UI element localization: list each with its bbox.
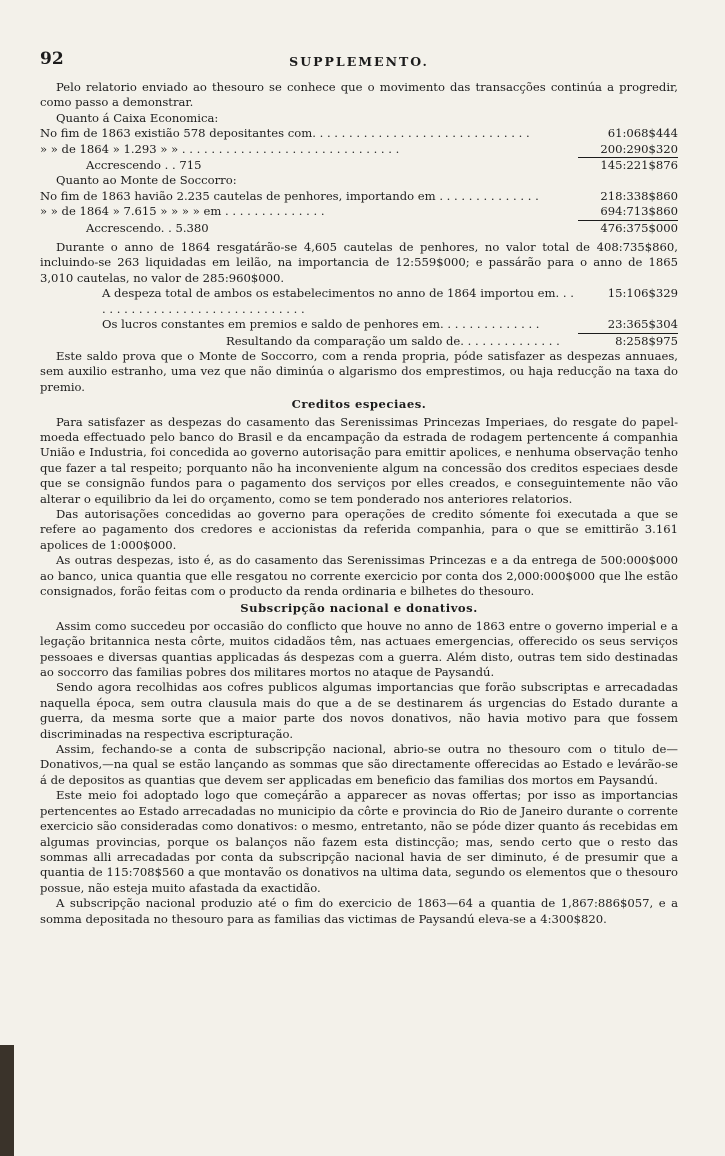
caixa-row-total-value: 145:221$876 xyxy=(578,157,678,173)
monte-row-total xyxy=(40,220,678,236)
page-header xyxy=(40,49,678,76)
caixa-row-1863-text: No fim de 1863 existião 578 depositantes com. . . . . . . . . . . . . . . . . . . . . . . . . . . . . . xyxy=(40,126,530,141)
creditos-paragraph-2: Das autorisações concedidas ao governo para operações de credito sómente foi executada a que se refere ao pagamento dos credores e accionistas da referida companhia, para o que se emittirão 3.161 apolices de 1:000$000. xyxy=(40,506,678,552)
binding-shadow xyxy=(0,1045,14,1156)
resultando-text: Resultando da comparação um saldo de. . . . . . . . . . . . . . xyxy=(226,333,560,348)
monte-row-total-text: Accrescendo. . 5.380 xyxy=(86,220,209,235)
despeza-text: A despeza total de ambos os estabelecimentos no anno de 1864 importou em. . . . . . . . . . . . . . . . . . . . . . . . . . . . . . . xyxy=(102,286,574,316)
intro-paragraph: Pelo relatorio enviado ao thesouro se conhece que o movimento das transacções continúa a progredir, como passo a demonstrar. xyxy=(40,80,678,110)
despeza-value: 15:106$329 xyxy=(607,286,678,301)
monte-row-1863-value: 218:338$860 xyxy=(600,188,678,203)
caixa-row-total-text: Accrescendo . . 715 xyxy=(86,158,202,173)
monte-row-1864 xyxy=(40,204,678,219)
caixa-row-1863 xyxy=(40,126,678,141)
creditos-paragraph-1: Para satisfazer as despezas do casamento das Serenissimas Princezas Imperiaes, do resgate do papel-moeda effectuado pelo banco do Brasil e da encampação da estrada de rodagem pertencente á companhia União e Industria, foi concedida ao governo autorisação para emittir apolices, e nenhuma observação tenho que fazer a tal respeito; porquanto não ha inconveniente algum na concessão dos creditos especiaes desde que se consignão fundos para o pagamento dos serviços por elles creados, e conseguintemente não vão alterar o equilibrio da lei do orçamento, como se tem ponderado nos anteriores relatorios. xyxy=(40,414,678,506)
subscricao-heading: Subscripção nacional e donativos. xyxy=(240,601,478,616)
subscricao-paragraph-5: A subscripção nacional produzio até o fim do exercicio de 1863—64 a quantia de 1,867:886$057, e a somma depositada no thesouro para as familias das victimas de Paysandú eleva-se a 4:300$820. xyxy=(40,896,678,926)
resultando-row xyxy=(40,333,678,349)
document-page xyxy=(40,49,678,927)
monte-row-1864-text: » » de 1864 » 7.615 » » » » em . . . . . . . . . . . . . . xyxy=(40,204,325,219)
despeza-row xyxy=(40,286,678,317)
monte-heading: Quanto ao Monte de Soccorro: xyxy=(56,173,237,188)
monte-row-1863-text: No fim de 1863 havião 2.235 cautelas de penhores, importando em . . . . . . . . . . . . . . xyxy=(40,188,539,203)
durante-paragraph: Durante o anno de 1864 resgatárão-se 4,605 cautelas de penhores, no valor total de 408:735$860, incluindo-se 263 liquidadas em leilão, na importancia de 12:559$000; e passárão para o anno de 1865 3,010 cautelas, no valor de 285:960$000. xyxy=(40,240,678,285)
caixa-row-1864 xyxy=(40,142,678,157)
subscricao-paragraph-4: Este meio foi adoptado logo que começárão a apparecer as novas offertas; por isso as importancias pertencentes ao Estado arrecadadas no municipio da côrte e provincia do Rio de Janeiro durante o corrente exercicio são consideradas como donativos: o mesmo, entretanto, não se póde dizer quanto ás recebidas em algumas provincias, porque os balanços não fazem esta distincção; mas, sendo certo que o resto das sommas alli arrecadadas por conta da subscripção nacional havia de ser diminuto, é de presumir que a quantia de 115:708$560 a que montavão os donativos na ultima data, segundo os elementos que o thesouro possue, não esteja muito afastada da exactidão. xyxy=(40,788,678,895)
caixa-heading: Quanto á Caixa Economica: xyxy=(56,110,219,125)
lucros-text: Os lucros constantes em premios e saldo de penhores em. . . . . . . . . . . . . . xyxy=(102,317,540,332)
subscricao-paragraph-1: Assim como succedeu por occasião do conflicto que houve no anno de 1863 entre o governo imperial e a legação britannica nesta côrte, muitos cidadãos têm, nas actuaes emergencias, offerecido os seus serviços pessoaes e diversas quantias applicadas ás despezas com a guerra. Além disto, outras tem sido destinadas ao soccorro das familias pobres dos militares mortos no ataque de Paysandú. xyxy=(40,618,678,680)
page-number: 92 xyxy=(40,49,64,69)
caixa-row-1863-value: 61:068$444 xyxy=(607,126,678,141)
monte-row-1863 xyxy=(40,189,678,204)
subscricao-paragraph-3: Assim, fechando-se a conta de subscripção nacional, abrio-se outra no thesouro com o titulo de—Donativos,—na qual se estão lançando as sommas que são directamente offerecidas ao Estado e levárão-se á de depositos as quantias que devem ser applicadas em beneficio das familias dos mortos em Paysandú. xyxy=(40,742,678,787)
subscricao-paragraph-2: Sendo agora recolhidas aos cofres publicos algumas importancias que forão subscriptas e arrecadadas naquella época, sem outra clausula mais do que a de se destinarem ás urgencias do Estado durante a guerra, da mesma sorte que a maior parte dos novos donativos, não havia motivo para que fossem discriminadas na respectiva escripturação. xyxy=(40,680,678,741)
resultando-value: 8:258$975 xyxy=(578,333,678,349)
creditos-paragraph-3: As outras despezas, isto é, as do casamento das Serenissimas Princezas e a da entrega de 500:000$000 ao banco, unica quantia que elle resgatou no corrente exercicio por conta dos 2,000:000$000 que lhe estão consignados, forão feitas com o producto da renda ordinaria e bilhetes do thesouro. xyxy=(40,553,678,598)
caixa-row-1864-text: » » de 1864 » 1.293 » » . . . . . . . . . . . . . . . . . . . . . . . . . . . . . . xyxy=(40,141,400,156)
caixa-row-1864-value: 200:290$320 xyxy=(600,141,678,156)
caixa-row-total xyxy=(40,157,678,173)
running-title: SUPPLEMENTO. xyxy=(289,54,429,69)
lucros-row xyxy=(40,317,678,332)
saldo-paragraph: Este saldo prova que o Monte de Soccorro, com a renda propria, póde satisfazer as despezas annuaes, sem auxilio estranho, uma vez que não diminúa o algarismo dos emprestimos, ou haja reducção na taxa do premio. xyxy=(40,348,678,394)
monte-row-total-value: 476:375$000 xyxy=(578,220,678,236)
creditos-heading: Creditos especiaes. xyxy=(291,397,427,412)
monte-row-1864-value: 694:713$860 xyxy=(600,204,678,219)
lucros-value: 23:365$304 xyxy=(607,317,678,332)
